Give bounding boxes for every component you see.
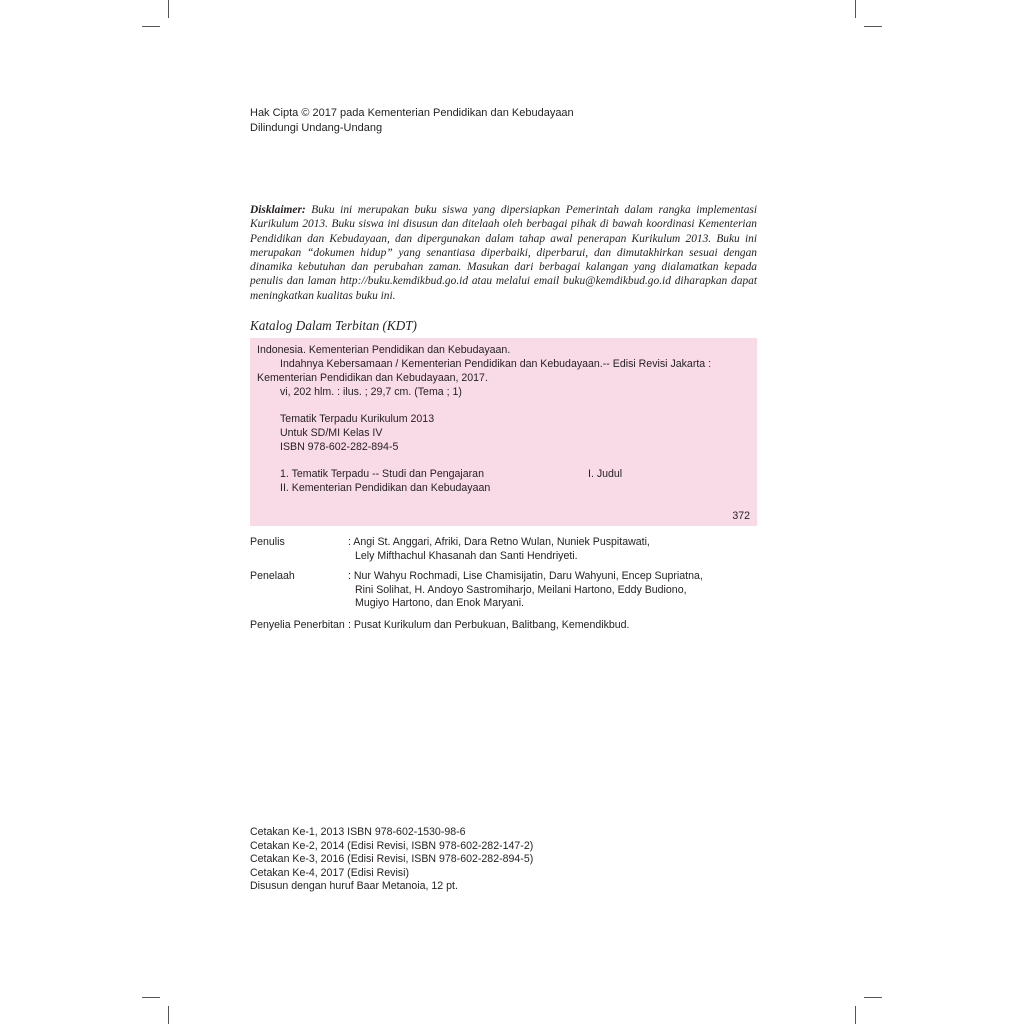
kdt-author-line: Indonesia. Kementerian Pendidikan dan Kebudayaan. (257, 344, 511, 356)
credit-value-line: : Angi St. Anggari, Afriki, Dara Retno Wulan, Nuniek Puspitawati, (348, 536, 650, 548)
credit-value (348, 570, 703, 611)
kdt-publisher-line: Kementerian Pendidikan dan Kebudayaan, 2017. (257, 372, 488, 384)
print-history-line: Cetakan Ke-2, 2014 (Edisi Revisi, ISBN 978-602-282-147-2) (250, 839, 534, 852)
kdt-title-line: Indahnya Kebersamaan / Kementerian Pendidikan dan Kebudayaan.-- Edisi Revisi Jakarta : (280, 358, 712, 370)
kdt-catalog-box (250, 338, 757, 526)
credit-value-line: Mugiyo Hartono, dan Enok Maryani. (355, 597, 524, 610)
crop-mark-top-right-vertical (855, 0, 856, 18)
copyright-line: Hak Cipta © 2017 pada Kementerian Pendidikan dan Kebudayaan (250, 107, 574, 119)
kdt-isbn-line: ISBN 978-602-282-894-5 (280, 441, 399, 453)
credit-value-line: Lely Mifthachul Khasanah dan Santi Hendriyeti. (355, 549, 578, 562)
crop-mark-top-right-horizontal (864, 26, 882, 27)
credit-value-line: : Pusat Kurikulum dan Perbukuan, Balitbang, Kemendikbud. (348, 619, 630, 631)
credit-value (348, 536, 650, 563)
credit-label: Penyelia Penerbitan (250, 619, 345, 631)
disclaimer-text: Buku ini merupakan buku siswa yang dipersiapkan Pemerintah dalam rangka implementasi Kurikulum 2013. Buku siswa ini disusun dan ditelaah oleh berbagai pihak di bawah koordinasi Kementerian Pendidikan dan Kebudayaan, dan dipergunakan dalam tahap awal penerapan Kurikulum 2013. Buku ini merupakan “dokumen hidup” yang senantiasa diperbaiki, diperbarui, dan dimutakhirkan sesuai dengan dinamika kebutuhan dan perubahan zaman. Masukan dari berbagai kalangan yang dialamatkan kepada penulis dan laman http://buku.kemdikbud.go.id atau melalui email buku@kemdikbud.go.id diharapkan dapat meningkatkan kualitas buku ini. (250, 204, 757, 302)
typeface-note: Disusun dengan huruf Baar Metanoia, 12 pt. (250, 880, 458, 893)
kdt-audience-line: Untuk SD/MI Kelas IV (280, 427, 383, 439)
credit-label: Penelaah (250, 570, 295, 582)
kdt-subject-title: I. Judul (588, 468, 623, 480)
kdt-physical-description: vi, 202 hlm. : ilus. ; 29,7 cm. (Tema ; 1) (280, 386, 462, 398)
legal-protection-line: Dilindungi Undang-Undang (250, 122, 383, 134)
kdt-subject-2: II. Kementerian Pendidikan dan Kebudayaan (280, 482, 491, 494)
kdt-note-line: Tematik Terpadu Kurikulum 2013 (280, 413, 435, 425)
copyright-notice (250, 106, 574, 136)
credit-label: Penulis (250, 536, 285, 548)
kdt-subject-1: 1. Tematik Terpadu -- Studi dan Pengajaran (280, 468, 484, 480)
print-history-line: Cetakan Ke-3, 2016 (Edisi Revisi, ISBN 978-602-282-894-5) (250, 853, 534, 866)
crop-mark-top-left-vertical (168, 0, 169, 18)
crop-mark-bottom-left-vertical (168, 1006, 169, 1024)
disclaimer-label: Disklaimer: (250, 204, 306, 216)
kdt-heading: Katalog Dalam Terbitan (KDT) (250, 318, 417, 333)
print-history-line: Cetakan Ke-1, 2013 ISBN 978-602-1530-98-6 (250, 826, 466, 838)
crop-mark-bottom-right-vertical (855, 1006, 856, 1024)
credit-value-line: : Nur Wahyu Rochmadi, Lise Chamisijatin, Daru Wahyuni, Encep Supriatna, (348, 570, 703, 582)
credit-value-line: Rini Solihat, H. Andoyo Sastromiharjo, Meilani Hartono, Eddy Budiono, (355, 583, 687, 596)
crop-mark-bottom-right-horizontal (864, 997, 882, 998)
crop-mark-bottom-left-horizontal (142, 997, 160, 998)
disclaimer-paragraph (250, 203, 757, 303)
print-history-line: Cetakan Ke-4, 2017 (Edisi Revisi) (250, 866, 409, 879)
credit-value (348, 619, 630, 633)
kdt-class-number: 372 (732, 510, 750, 522)
crop-mark-top-left-horizontal (142, 26, 160, 27)
print-history (250, 826, 533, 894)
